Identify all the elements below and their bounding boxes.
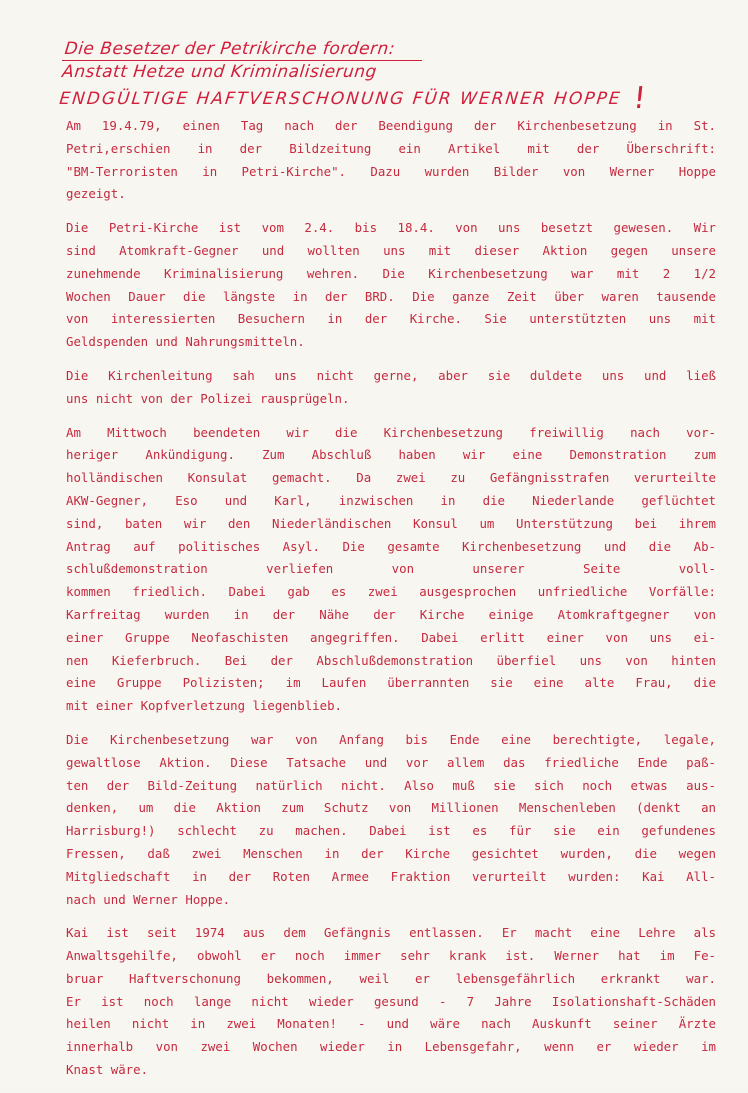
text-line: Die Kirchenbesetzung war von Anfang bis Ende eine berechtigte, legale,	[66, 731, 716, 747]
text-line: denken, um die Aktion zum Schutz von Millionen Menschenleben (denkt an	[66, 800, 716, 816]
text-line: schlußdemonstration verliefen von unserer Seite voll-	[66, 561, 716, 577]
text-line: holländischen Konsulat gemacht. Da zwei zu Gefängnisstrafen verurteilte	[66, 470, 716, 486]
text-line: sind, baten wir den Niederländischen Konsul um Unterstützung bei ihrem	[66, 515, 716, 531]
paragraph	[66, 217, 716, 354]
text-line: einer Gruppe Neofaschisten angegriffen. Dabei erlitt einer von uns ei-	[66, 629, 716, 645]
paragraph	[66, 422, 716, 718]
text-line: Knast wäre.	[66, 1062, 149, 1078]
text-line: Am 19.4.79, einen Tag nach der Beendigung der Kirchenbesetzung in St.	[66, 118, 716, 133]
text-line: eine Gruppe Polizisten; im Laufen überrannten sie eine alte Frau, die	[66, 675, 716, 691]
text-line: gewaltlose Aktion. Diese Tatsache und vor allem das friedliche Ende paß-	[66, 754, 716, 770]
text-line: von interessierten Besuchern in der Kirche. Sie unterstützten uns mit	[66, 311, 716, 327]
heading-line-2: Anstatt Hetze und Kriminalisierung	[61, 62, 378, 82]
text-line: Kai ist seit 1974 aus dem Gefängnis entlassen. Er macht eine Lehre als	[66, 925, 716, 941]
text-line: "BM-Terroristen in Petri-Kirche". Dazu wurden Bilder von Werner Hoppe	[66, 163, 716, 179]
heading-exclamation: !	[631, 81, 650, 116]
heading-line-1: Die Besetzer der Petrikirche fordern:	[63, 39, 397, 59]
text-line: nen Kieferbruch. Bei der Abschlußdemonstration überfiel uns von hinten	[66, 652, 716, 668]
text-line: heriger Ankündigung. Zum Abschluß haben wir eine Demonstration zum	[66, 447, 716, 463]
heading-line-3-text: ENDGÜLTIGE HAFTVERSCHONUNG FÜR WERNER HOPPE	[58, 89, 623, 109]
text-line: innerhalb von zwei Wochen wieder in Lebensgefahr, wenn er wieder im	[66, 1039, 716, 1055]
text-line: ten der Bild-Zeitung natürlich nicht. Also muß sie sich noch etwas aus-	[66, 777, 716, 793]
text-line: bruar Haftverschonung bekommen, weil er lebensgefährlich erkrankt war.	[66, 970, 716, 986]
text-line: sind Atomkraft-Gegner und wollten uns mit dieser Aktion gegen unsere	[66, 242, 716, 258]
text-line: gezeigt.	[66, 186, 126, 202]
text-line: AKW-Gegner, Eso und Karl, inzwischen in die Niederlande geflüchtet	[66, 492, 716, 508]
text-line: Harrisburg!) schlecht zu machen. Dabei ist es für sie ein gefundenes	[66, 823, 716, 839]
text-line: Fressen, daß zwei Menschen in der Kirche gesichtet wurden, die wegen	[66, 845, 716, 861]
text-line: Geldspenden und Nahrungsmitteln.	[66, 334, 305, 350]
heading-line-3	[58, 81, 701, 116]
text-line: heilen nicht in zwei Monaten! - und wäre nach Auskunft seiner Ärzte	[66, 1016, 716, 1032]
text-line: uns nicht von der Polizei rausprügeln.	[66, 390, 350, 406]
text-line: kommen friedlich. Dabei gab es zwei ausgesprochen unfriedliche Vorfälle:	[66, 584, 716, 600]
text-line: Am Mittwoch beendeten wir die Kirchenbesetzung freiwillig nach vor-	[66, 424, 716, 440]
text-line: Er ist noch lange nicht wieder gesund - 7 Jahre Isolationshaft-Schäden	[66, 993, 716, 1009]
text-line: zunehmende Kriminalisierung wehren. Die Kirchenbesetzung war mit 2 1/2	[66, 265, 716, 281]
text-line: Die Petri-Kirche ist vom 2.4. bis 18.4. von uns besetzt gewesen. Wir	[66, 220, 716, 236]
text-line: Petri,erschien in der Bildzeitung ein Artikel mit der Überschrift:	[66, 140, 716, 156]
text-line: Die Kirchenleitung sah uns nicht gerne, aber sie duldete uns und ließ	[66, 367, 716, 383]
text-line: Karfreitag wurden in der Nähe der Kirche einige Atomkraftgegner von	[66, 606, 716, 622]
text-line: Anwaltsgehilfe, obwohl er noch immer sehr krank ist. Werner hat im Fe-	[66, 948, 716, 964]
text-line: Antrag auf politisches Asyl. Die gesamte Kirchenbesetzung und die Ab-	[66, 538, 716, 554]
handwritten-heading	[58, 38, 706, 116]
heading-underline	[62, 60, 422, 61]
typewritten-body	[66, 115, 716, 1093]
text-line: mit einer Kopfverletzung liegenblieb.	[66, 698, 343, 714]
text-line: Wochen Dauer die längste in der BRD. Die ganze Zeit über waren tausende	[66, 288, 716, 304]
text-line: Mitgliedschaft in der Roten Armee Fraktion verurteilt wurden: Kai All-	[66, 868, 716, 884]
paragraph	[66, 365, 716, 411]
paragraph	[66, 729, 716, 911]
text-line: nach und Werner Hoppe.	[66, 891, 231, 907]
paragraph	[66, 115, 716, 206]
paragraph	[66, 922, 716, 1082]
